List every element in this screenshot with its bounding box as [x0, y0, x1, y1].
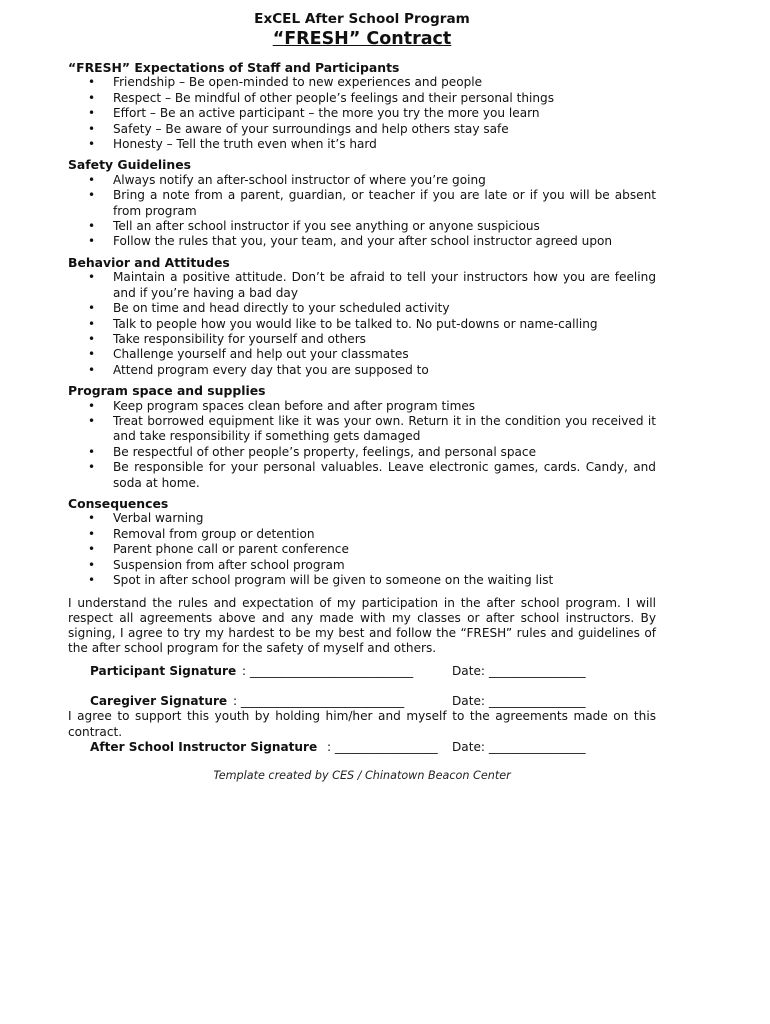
section-heading: “FRESH” Expectations of Staff and Participants [68, 60, 400, 75]
bullet-icon: • [88, 413, 96, 428]
bullet-icon: • [88, 90, 96, 105]
section-list [68, 399, 656, 491]
list-item [68, 399, 656, 414]
bullet-icon: • [88, 557, 96, 572]
list-item [68, 106, 656, 121]
bullet-icon: • [88, 526, 96, 541]
instructor-signature-label: After School Instructor Signature [90, 740, 318, 755]
bullet-icon: • [88, 121, 96, 136]
list-item-text: Be respectful of other people’s property, feelings, and personal space [113, 444, 537, 459]
list-item-text: Talk to people how you would like to be talked to. No put-downs or name-calling [113, 316, 598, 331]
section-heading: Behavior and Attitudes [68, 254, 230, 270]
list-item [68, 91, 656, 106]
list-item [68, 75, 656, 90]
list-item [68, 347, 656, 362]
list-item-text: Keep program spaces clean before and after program times [113, 398, 476, 413]
list-item-text: Spot in after school program will be given to someone on the waiting list [113, 573, 554, 587]
bullet-icon: • [88, 219, 96, 234]
section-heading: Safety Guidelines [68, 157, 191, 173]
list-item-text: Maintain a positive attitude. Don’t be afraid to tell your instructors how you are feeling and if you’re having a bad day [113, 270, 656, 300]
bullet-icon: • [88, 172, 96, 187]
agreement-paragraph: I understand the rules and expectation of my participation in the after school program. I will respect all agreements above and any made with my classes or after school instructors. By signing, I agree to try my hardest to be my best and follow the “FRESH” rules and guidelines of the after school program for the safety of myself and others. [68, 596, 656, 656]
section-heading: Program space and supplies [68, 383, 266, 399]
list-item [68, 573, 656, 588]
template-credit: Template created by CES / Chinatown Beacon Center [213, 769, 511, 783]
bullet-icon: • [88, 106, 96, 121]
list-item-text: Take responsibility for yourself and others [113, 331, 366, 346]
list-item [68, 122, 656, 137]
bullet-icon: • [88, 188, 96, 203]
list-item-text: Verbal warning [113, 511, 204, 526]
bullet-icon: • [88, 511, 96, 526]
bullet-icon: • [88, 347, 96, 362]
bullet-icon: • [88, 331, 96, 346]
list-item-text: Respect – Be mindful of other people’s feelings and their personal things [113, 90, 555, 105]
list-item-text: Safety – Be aware of your surroundings and help others stay safe [113, 121, 509, 136]
bullet-icon: • [88, 398, 96, 413]
list-item [68, 234, 656, 249]
bullet-icon: • [88, 301, 96, 316]
bullet-icon: • [88, 137, 96, 152]
section-list [68, 75, 656, 152]
list-item-text: Tell an after school instructor if you see anything or anyone suspicious [113, 219, 540, 234]
caregiver-signature-label: Caregiver Signature [90, 694, 228, 709]
participant-signature-blank[interactable]: : ___________________________ [242, 664, 414, 679]
list-item [68, 219, 656, 234]
bullet-icon: • [88, 270, 96, 285]
list-item-text: Suspension from after school program [113, 557, 345, 572]
list-item [68, 527, 656, 542]
list-item-text: Removal from group or detention [113, 526, 315, 541]
instructor-signature-line [68, 740, 656, 755]
list-item [68, 301, 656, 316]
bullet-icon: • [88, 75, 96, 90]
participant-date-field[interactable]: Date: ________________ [452, 664, 586, 679]
caregiver-signature-line [68, 694, 656, 709]
list-item [68, 270, 656, 301]
caregiver-signature-blank[interactable]: : ___________________________ [233, 694, 405, 709]
list-item-text: Be on time and head directly to your scheduled activity [113, 301, 450, 316]
section-list [68, 511, 656, 588]
section-list [68, 270, 656, 378]
participant-signature-label: Participant Signature [90, 664, 237, 679]
program-name: ExCEL After School Program [254, 11, 470, 27]
list-item-text: Friendship – Be open-minded to new experiences and people [113, 75, 483, 90]
list-item-text: Always notify an after-school instructor of where you’re going [113, 172, 486, 187]
list-item-text: Effort – Be an active participant – the more you try the more you learn [113, 106, 540, 121]
list-item [68, 542, 656, 557]
list-item-text: Attend program every day that you are supposed to [113, 362, 429, 377]
participant-signature-line [68, 664, 656, 679]
list-item [68, 511, 656, 526]
list-item [68, 363, 656, 378]
list-item-text: Follow the rules that you, your team, and your after school instructor agreed upon [113, 234, 613, 249]
list-item-text: Parent phone call or parent conference [113, 542, 349, 557]
list-item [68, 137, 656, 152]
list-item [68, 445, 656, 460]
bullet-icon: • [88, 234, 96, 249]
bullet-icon: • [88, 444, 96, 459]
bullet-icon: • [88, 573, 96, 587]
list-item-text: Treat borrowed equipment like it was your own. Return it in the condition you received it and take responsibility if something gets damaged [113, 413, 656, 444]
list-item-text: Bring a note from a parent, guardian, or teacher if you are late or if you will be absent from program [113, 188, 656, 218]
bullet-icon: • [88, 316, 96, 331]
contract-title [68, 28, 656, 50]
contract-title-text: “FRESH” Contract [272, 29, 452, 49]
list-item [68, 173, 656, 188]
list-item [68, 332, 656, 347]
list-item [68, 414, 656, 445]
bullet-icon: • [88, 542, 96, 557]
list-item-text: Be responsible for your personal valuables. Leave electronic games, cards. Candy, and soda at home. [113, 460, 656, 490]
bullet-icon: • [88, 362, 96, 377]
contract-document [68, 11, 656, 783]
list-item [68, 317, 656, 332]
list-item [68, 558, 656, 573]
instructor-signature-blank[interactable]: : _________________ [327, 740, 438, 755]
list-item [68, 188, 656, 219]
instructor-agreement-text: I agree to support this youth by holding him/her and myself to the agreements made on this contract. [68, 709, 656, 739]
list-item [68, 460, 656, 491]
list-item-text: Challenge yourself and help out your classmates [113, 347, 409, 362]
section-list [68, 173, 656, 250]
caregiver-date-field[interactable]: Date: ________________ [452, 694, 586, 709]
instructor-date-field[interactable]: Date: ________________ [452, 740, 586, 755]
bullet-icon: • [88, 460, 96, 475]
section-heading: Consequences [68, 495, 169, 511]
rules-sections [68, 60, 656, 588]
list-item-text: Honesty – Tell the truth even when it’s hard [113, 137, 377, 152]
